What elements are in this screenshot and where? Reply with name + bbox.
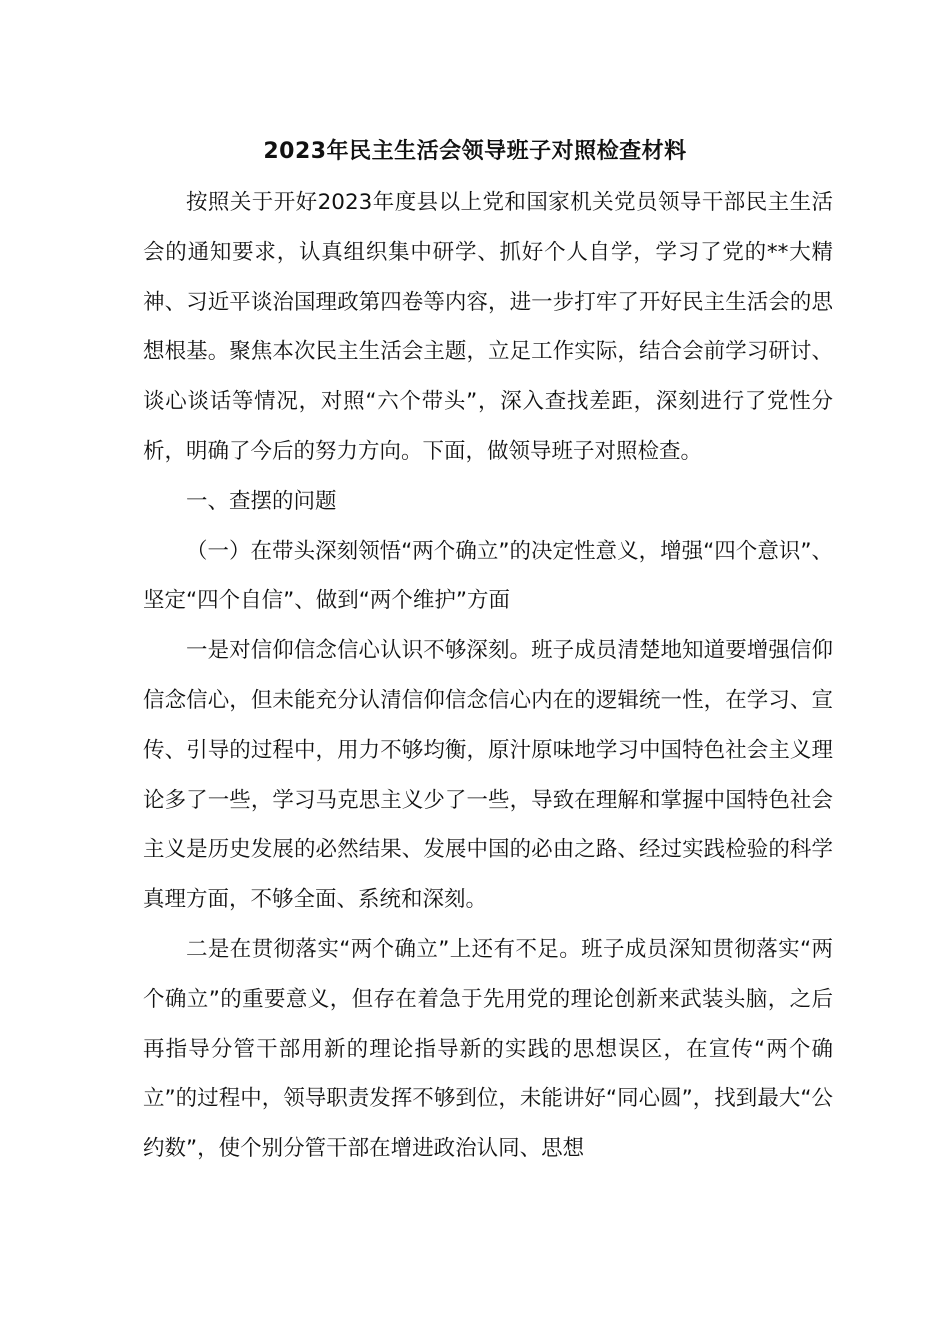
paragraph-point-two: 二是在贯彻落实“两个确立”上还有不足。班子成员深知贯彻落实“两个确立”的重要意义，但存在着急于先用党的理论创新来武装头脑，之后再指导分管干部用新的理论指导新的实践的思想误区，在宣传“两个确立”的过程中，领导职责发挥不够到位，未能讲好“同心圆”，找到最大“公约数”，使个别分管干部在增进政治认同、思想 [143, 936, 833, 1162]
section-heading: 一、查摆的问题 [186, 488, 337, 514]
document-title: 2023年民主生活会领导班子对照检查材料 [263, 139, 687, 164]
paragraph-point-one: 一是对信仰信念信心认识不够深刻。班子成员清楚地知道要增强信仰信念信心，但未能充分认清信仰信念信心内在的逻辑统一性，在学习、宣传、引导的过程中，用力不够均衡，原汁原味地学习中国特色社会主义理论多了一些，学习马克思主义少了一些，导致在理解和掌握中国特色社会主义是历史发展的必然结果、发展中国的必由之路、经过实践检验的科学真理方面，不够全面、系统和深刻。 [143, 638, 833, 913]
subsection-heading: （一）在带头深刻领悟“两个确立”的决定性意义，增强“四个意识”、坚定“四个自信”、做到“两个维护”方面 [143, 538, 833, 614]
document-body [143, 178, 833, 1174]
paragraph-intro: 按照关于开好2023年度县以上党和国家机关党员领导干部民主生活会的通知要求，认真组织集中研学、抓好个人自学，学习了党的**大精神、习近平谈治国理政第四卷等内容，进一步打牢了开好民主生活会的思想根基。聚焦本次民主生活会主题，立足工作实际，结合会前学习研讨、谈心谈话等情况，对照“六个带头”，深入查找差距，深刻进行了党性分析，明确了今后的努力方向。下面，做领导班子对照检查。 [143, 190, 833, 464]
